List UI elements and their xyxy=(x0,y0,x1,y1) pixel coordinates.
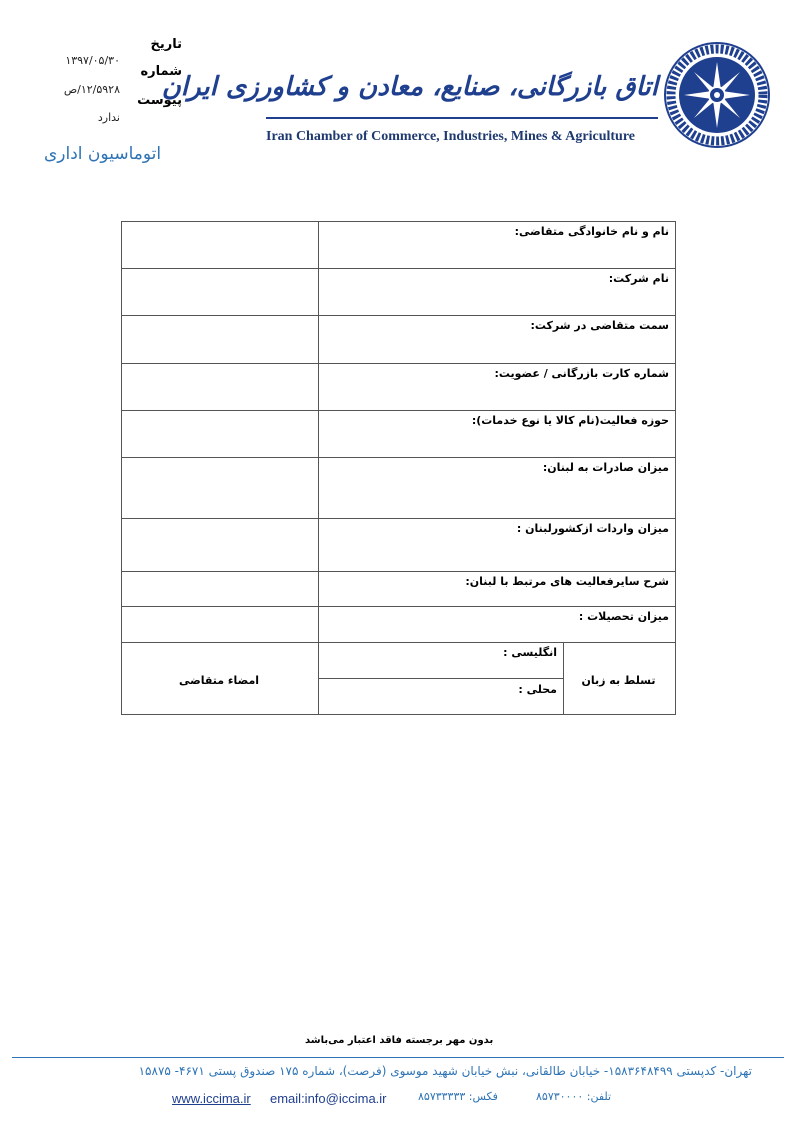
form-row-education xyxy=(122,607,676,643)
footer-phone: تلفن: ۸۵۷۳۰۰۰۰ xyxy=(536,1090,612,1103)
footer-email[interactable]: email:info@iccima.ir xyxy=(270,1091,387,1106)
date-value: ۱۳۹۷/۰۵/۳۰ xyxy=(65,54,120,67)
title-divider xyxy=(266,117,658,119)
label-other-activities: شرح سایرفعالیت های مرتبط با لبنان: xyxy=(319,572,676,607)
signature-cell[interactable]: امضاء متقاضی xyxy=(122,643,319,715)
answer-cell-company[interactable] xyxy=(122,269,319,316)
label-activity-field: حوزه فعالیت(نام کالا یا نوع خدمات): xyxy=(319,411,676,458)
footer-fax: فکس: ۸۵۷۳۳۳۳۳ xyxy=(418,1090,498,1103)
answer-cell-education[interactable] xyxy=(122,607,319,643)
form-row-company xyxy=(122,269,676,316)
form-row-exports xyxy=(122,458,676,519)
answer-cell-position[interactable] xyxy=(122,316,319,364)
stamp-validity-note: بدون مهر برجسته فاقد اعتبار می‌باشد xyxy=(305,1035,494,1046)
form-row-imports xyxy=(122,519,676,572)
attachment-value: ندارد xyxy=(97,111,120,124)
attachment-label: پیوست xyxy=(137,93,182,108)
answer-cell-full-name[interactable] xyxy=(122,222,319,269)
label-position: سمت متقاضی در شرکت: xyxy=(319,316,676,364)
label-language-proficiency: تسلط به زبان xyxy=(564,643,676,715)
footer-address: تهران- کدپستی ۱۵۸۳۶۴۸۴۹۹- خیابان طالقانی، نبش خیابان شهید موسوی (فرصت)، شماره ۱۷۵ صندوق پستی ۴۶۷۱- ۱۵۸۷۵ xyxy=(138,1064,752,1078)
applicant-form-table xyxy=(121,221,676,715)
form-row-language-english xyxy=(122,643,676,679)
answer-cell-activity-field[interactable] xyxy=(122,411,319,458)
label-exports: میزان صادرات به لبنان: xyxy=(319,458,676,519)
number-value: ۱۲/۵۹۲۸/ص xyxy=(63,83,120,96)
footer-website-link[interactable]: www.iccima.ir xyxy=(172,1091,251,1106)
form-row-card-number xyxy=(122,364,676,411)
chamber-english-name: Iran Chamber of Commerce, Industries, Mines & Agriculture xyxy=(266,129,636,144)
label-company: نام شرکت: xyxy=(319,269,676,316)
footer-divider xyxy=(12,1057,784,1058)
automation-label: اتوماسیون اداری xyxy=(44,144,162,164)
answer-cell-exports[interactable] xyxy=(122,458,319,519)
chamber-logo-icon xyxy=(662,40,772,150)
language-local-cell[interactable]: محلی : xyxy=(319,679,564,715)
date-label: تاریخ xyxy=(150,37,182,52)
form-row-activity-field xyxy=(122,411,676,458)
chamber-persian-name: اتاق بازرگانی، صنایع، معادن و کشاورزی ایران xyxy=(161,72,658,102)
form-row-other-activities xyxy=(122,572,676,607)
answer-cell-imports[interactable] xyxy=(122,519,319,572)
answer-cell-card-number[interactable] xyxy=(122,364,319,411)
answer-cell-other-activities[interactable] xyxy=(122,572,319,607)
number-label: شماره xyxy=(140,64,182,79)
label-card-number: شماره کارت بازرگانی / عضویت: xyxy=(319,364,676,411)
form-row-position xyxy=(122,316,676,364)
label-education: میزان تحصیلات : xyxy=(319,607,676,643)
language-english-cell[interactable]: انگلیسی : xyxy=(319,643,564,679)
label-imports: میزان واردات ازکشورلبنان : xyxy=(319,519,676,572)
form-row-full-name xyxy=(122,222,676,269)
label-full-name: نام و نام خانوادگی متقاضی: xyxy=(319,222,676,269)
